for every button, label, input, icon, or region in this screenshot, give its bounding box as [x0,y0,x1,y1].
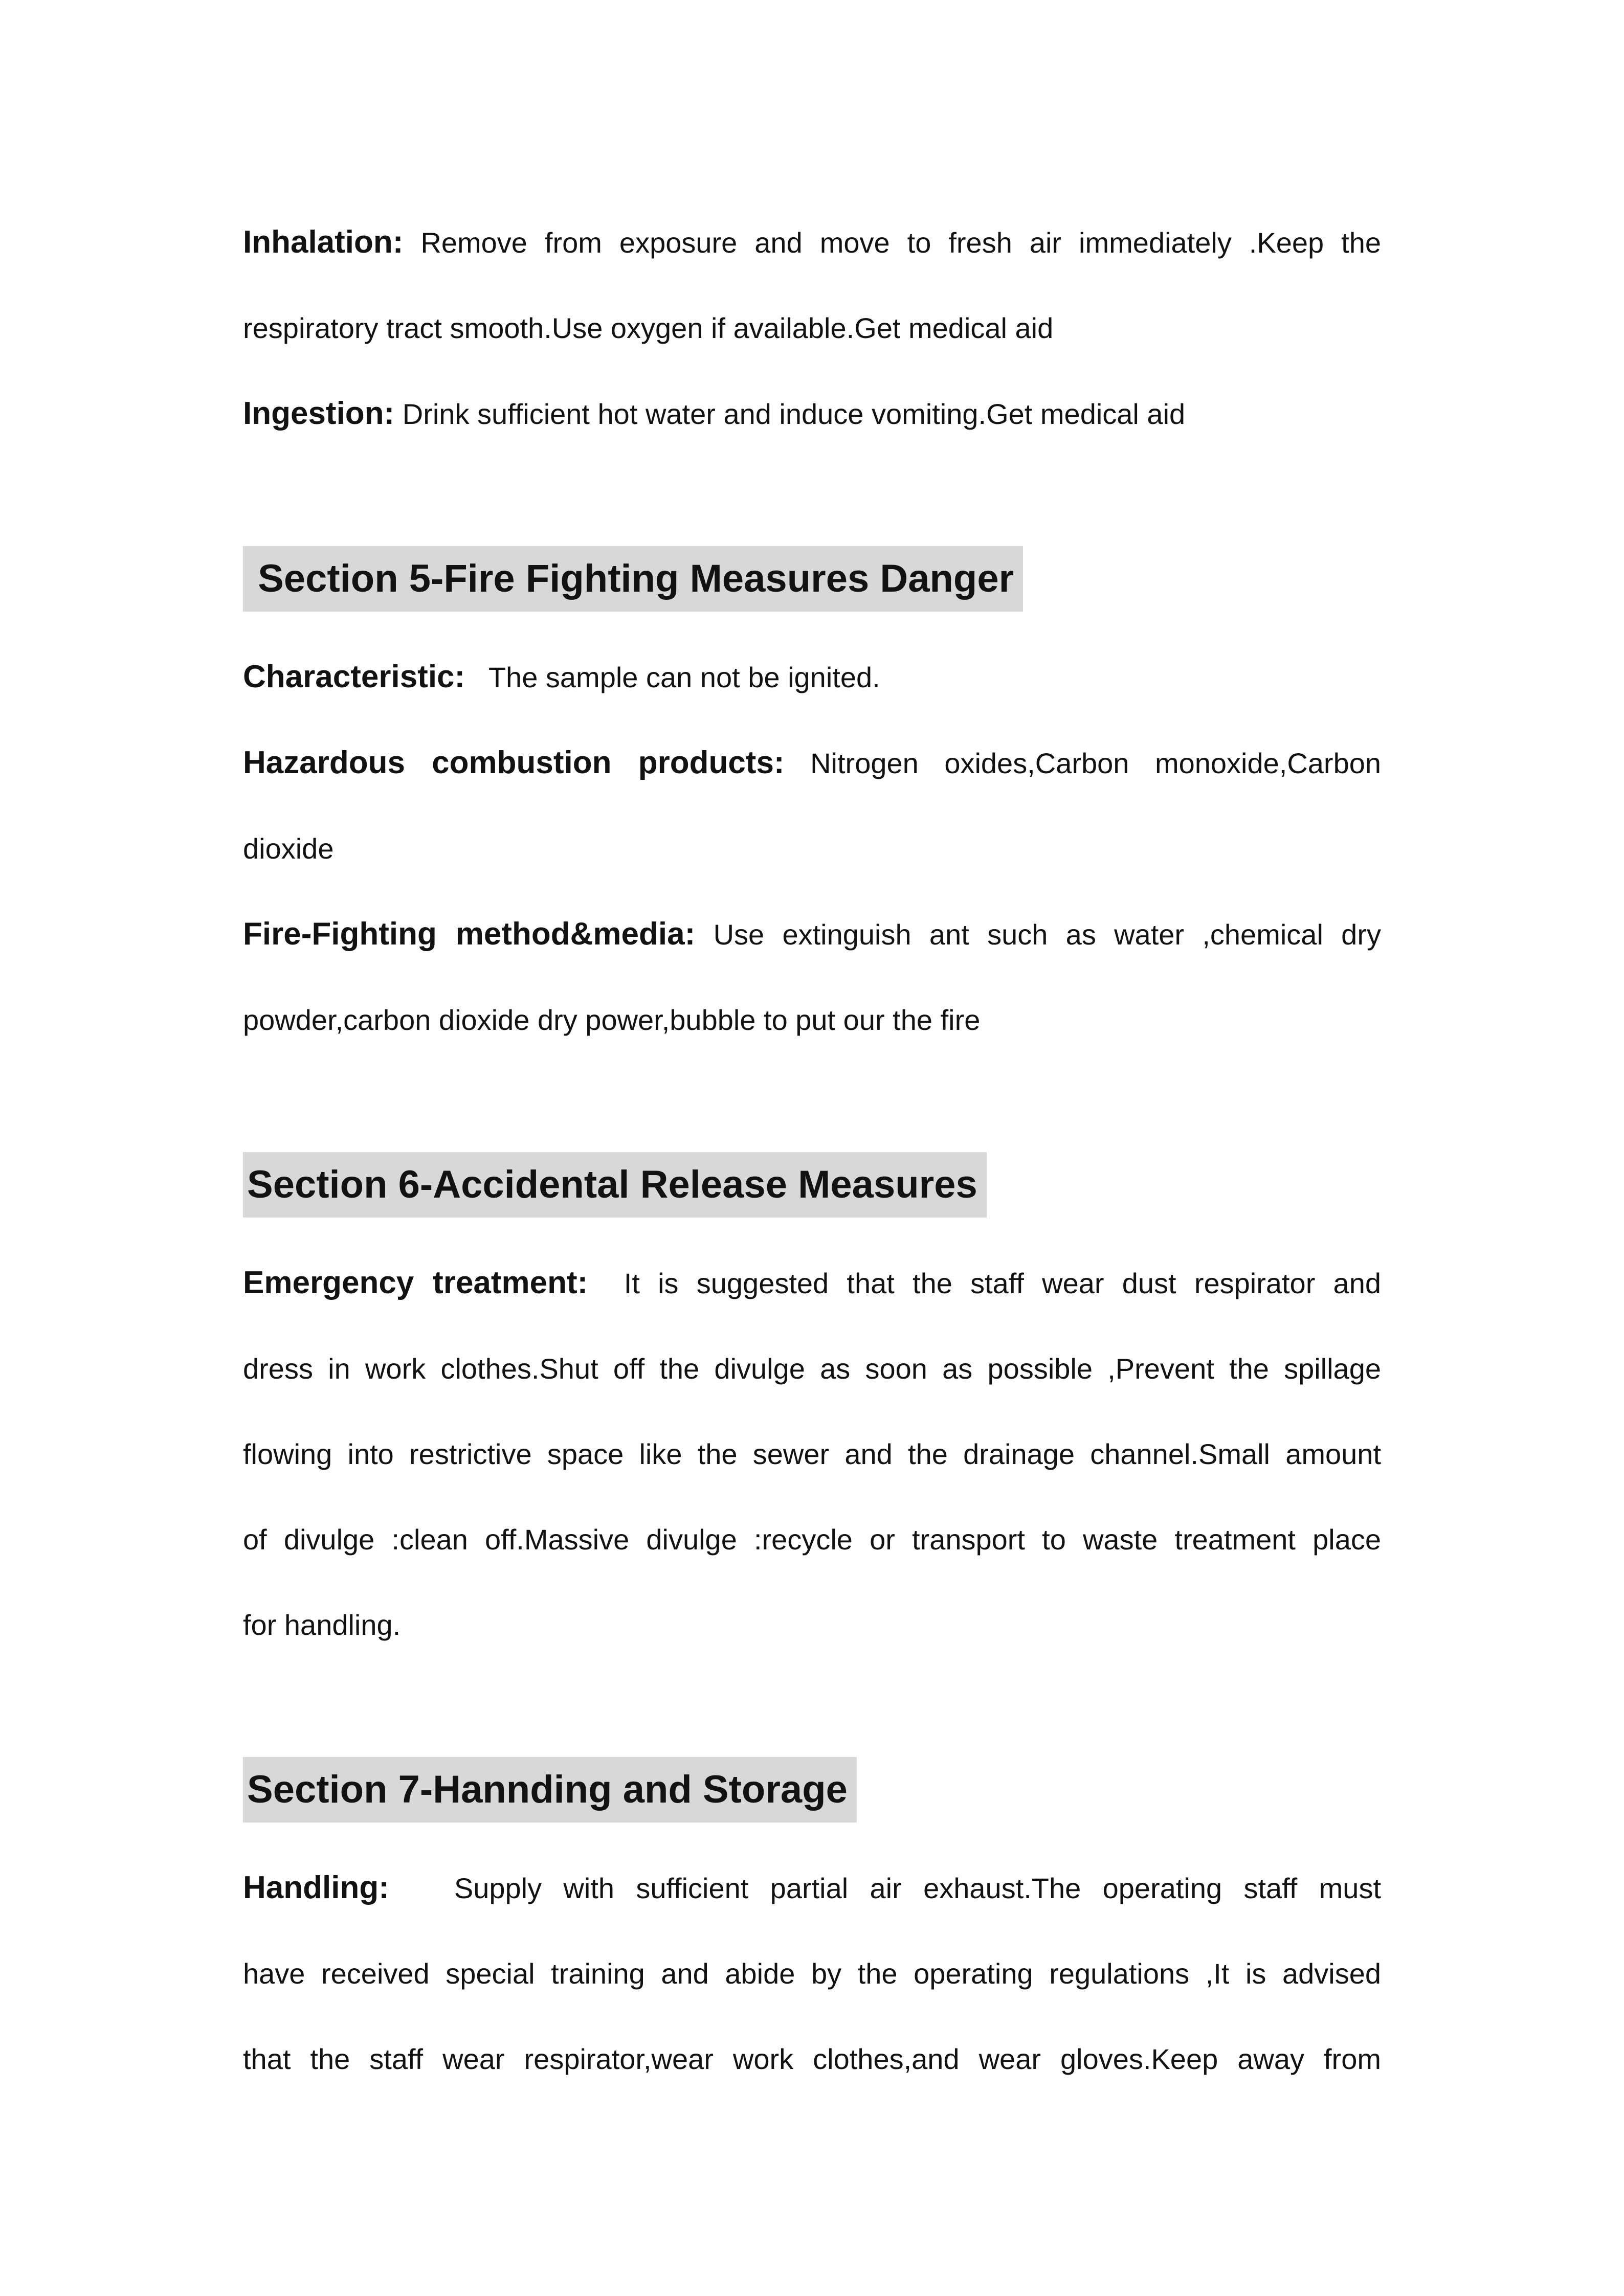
text-line [243,1326,1381,1411]
text-run: The sample can not be ignited. [465,661,880,693]
text-run: Drink sufficient hot water and induce vomiting.Get medical aid [394,398,1186,430]
text-run: Use extinguish ant such as water ,chemical dry [695,918,1381,951]
text-line [243,977,1381,1063]
text-line [243,1582,1381,1668]
text-line [243,1845,1381,1931]
paragraph [243,199,1381,371]
text-line [243,2016,1381,2102]
bold-label: Characteristic: [243,659,465,694]
section-heading-text: Section 7-Hannding and Storage [243,1757,857,1822]
paragraph [243,720,1381,891]
text-run: for handling. [243,1609,401,1641]
section-heading [243,1757,1381,1832]
paragraph [243,1845,1381,2102]
text-line [243,1931,1381,2016]
text-run: It is suggested that the staff wear dust respirator and [588,1267,1381,1299]
text-line [243,806,1381,891]
text-line [243,1411,1381,1497]
text-line [243,199,1381,285]
text-run: flowing into restrictive space like the sewer and the drainage channel.Small amount [243,1438,1381,1470]
bold-label: Emergency treatment: [243,1265,588,1300]
paragraph [243,891,1381,1063]
bold-label: Hazardous combustion products: [243,745,785,780]
text-line [243,720,1381,806]
bold-label: Fire-Fighting method&media: [243,916,696,952]
text-line [243,285,1381,371]
text-run: of divulge :clean off.Massive divulge :recycle or transport to waste treatment place [243,1523,1381,1556]
bold-label: Handling: [243,1870,389,1905]
bold-label: Ingestion: [243,396,395,431]
text-line [243,371,1381,457]
section-heading [243,546,1381,621]
text-run: Remove from exposure and move to fresh air immediately .Keep the [403,227,1381,259]
text-line [243,1240,1381,1326]
text-line [243,634,1381,720]
text-line [243,1497,1381,1582]
bold-label: Inhalation: [243,224,404,260]
text-run: Nitrogen oxides,Carbon monoxide,Carbon [784,747,1382,779]
paragraph [243,1240,1381,1668]
text-run: that the staff wear respirator,wear work clothes,and wear gloves.Keep away from [243,2043,1381,2075]
section-heading [243,1152,1381,1227]
text-run: Supply with sufficient partial air exhaust.The operating staff must [389,1872,1381,1904]
paragraph [243,371,1381,457]
text-run: respiratory tract smooth.Use oxygen if available.Get medical aid [243,312,1054,344]
section-heading-text: Section 5-Fire Fighting Measures Danger [243,546,1023,612]
text-run: dress in work clothes.Shut off the divulge as soon as possible ,Prevent the spillage [243,1353,1381,1385]
section-heading-text: Section 6-Accidental Release Measures [243,1152,987,1218]
text-run: powder,carbon dioxide dry power,bubble to put our the fire [243,1004,981,1036]
text-run: have received special training and abide by the operating regulations ,It is advised [243,1957,1381,1990]
text-line [243,891,1381,977]
paragraph [243,634,1381,720]
text-run: dioxide [243,832,334,865]
